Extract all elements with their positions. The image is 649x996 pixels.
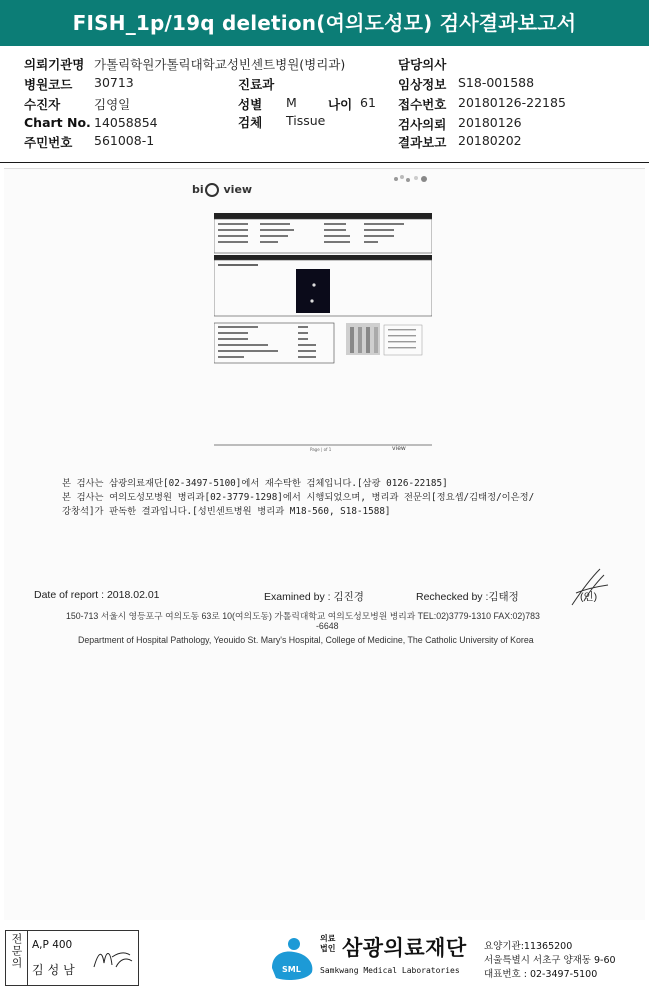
- stamp-vertical-label: [6, 931, 28, 985]
- report-date-value: 20180202: [458, 133, 522, 148]
- department-label: 진료과: [238, 77, 275, 92]
- bioview-logo: [192, 183, 252, 197]
- specimen-value: Tissue: [286, 113, 326, 128]
- org-name-english: Samkwang Medical Laboratories: [320, 966, 460, 975]
- stamp-name: 김성남: [32, 963, 79, 977]
- rechecked-by: Rechecked by :김태정: [416, 591, 519, 603]
- receipt-no-value: 20180126-22185: [458, 95, 566, 110]
- statement-line-1: 본 검사는 삼광의료재단[02-3497-5100]에서 재수탁한 검체입니다.[삼광 0126-22185]: [62, 478, 448, 489]
- hospital-name-label: 의뢰기관명: [24, 57, 85, 72]
- specimen-label: 검체: [238, 115, 263, 130]
- logo-ring: [205, 183, 219, 197]
- age-label: 나이: [328, 97, 353, 112]
- patient-label: 수진자: [24, 97, 61, 112]
- org-name-korean: 삼광의료재단: [342, 936, 467, 960]
- corp-label: 의료법인: [320, 934, 336, 953]
- sml-logo-text: SML: [282, 965, 301, 974]
- stamp-license: A,P 400: [32, 939, 73, 951]
- scanned-report: [4, 168, 645, 920]
- chart-no-label: Chart No.: [24, 115, 91, 130]
- seal-mark: (인): [580, 591, 598, 603]
- main-phone: 대표번호 : 02-3497-5100: [484, 969, 598, 980]
- resident-no-value: 561008-1: [94, 133, 155, 148]
- request-date-value: 20180126: [458, 115, 522, 130]
- doctor-label: 담당의사: [398, 57, 447, 72]
- footer-bioview-logo: view: [392, 445, 406, 452]
- header-divider: [0, 162, 649, 163]
- hospital-code-value: 30713: [94, 75, 134, 90]
- sex-label: 성별: [238, 97, 263, 112]
- patient-info-header: [0, 51, 649, 163]
- org-address: 서울특별시 서초구 양재동 9-60: [484, 955, 616, 966]
- department-line: Department of Hospital Pathology, Yeouido St. Mary's Hospital, College of Medicine, The Catholic University of Korea: [78, 635, 534, 645]
- scan-page: [4, 168, 645, 920]
- report-title: FISH_1p/19q deletion(여의도성모) 검사결과보고서: [0, 0, 649, 46]
- statement-line-3: 강창석]가 판독한 결과입니다.[성빈센트병원 병리과 M18-560, S18-1588]: [62, 506, 391, 517]
- sex-value: M: [286, 95, 297, 110]
- clinical-info-label: 임상정보: [398, 77, 447, 92]
- logo-prefix: b: [192, 183, 200, 196]
- hospital-code-label: 병원코드: [24, 77, 73, 92]
- logo-text: view: [223, 183, 253, 196]
- page-indicator: Page | of 1: [310, 447, 332, 452]
- address-line-1: 150-713 서울시 영등포구 여의도동 63로 10(여의도동) 가톨릭대학교 여의도성모병원 병리과 TEL:02)3779-1310 FAX:02)783: [66, 611, 540, 621]
- provider-number: 요양기관:11365200: [484, 941, 573, 952]
- receipt-no-label: 접수번호: [398, 97, 447, 112]
- examined-by: Examined by : 김진경: [264, 591, 364, 603]
- embedded-bioview-report: [214, 213, 432, 453]
- report-date-label: 결과보고: [398, 135, 447, 150]
- resident-no-label: 주민번호: [24, 135, 73, 150]
- clinical-info-value: S18-001588: [458, 75, 535, 90]
- sml-logo-icon: [268, 934, 318, 984]
- chart-no-value: 14058854: [94, 115, 158, 130]
- specialist-signature: [90, 943, 134, 975]
- stamp-vertical-text: 전문의: [10, 933, 23, 969]
- date-of-report: Date of report : 2018.02.01: [34, 589, 160, 601]
- logo-mid: i: [199, 183, 204, 196]
- patient-value: 김영일: [94, 97, 131, 112]
- request-date-label: 검사의뢰: [398, 117, 447, 132]
- address-line-2: -6648: [316, 621, 339, 631]
- age-value: 61: [360, 95, 376, 110]
- statement-line-2: 본 검사는 여의도성모병원 병리과[02-3779-1298]에서 시행되었으며, 병리과 전문의[정요셉/김태정/이은정/: [62, 492, 535, 503]
- decorative-dots: [392, 173, 432, 185]
- hospital-name-value: 가톨릭학원가톨릭대학교성빈센트병원(병리과): [94, 57, 346, 72]
- specialist-stamp: [5, 930, 139, 986]
- rechecked-signature: [564, 563, 614, 613]
- footer: [0, 924, 649, 996]
